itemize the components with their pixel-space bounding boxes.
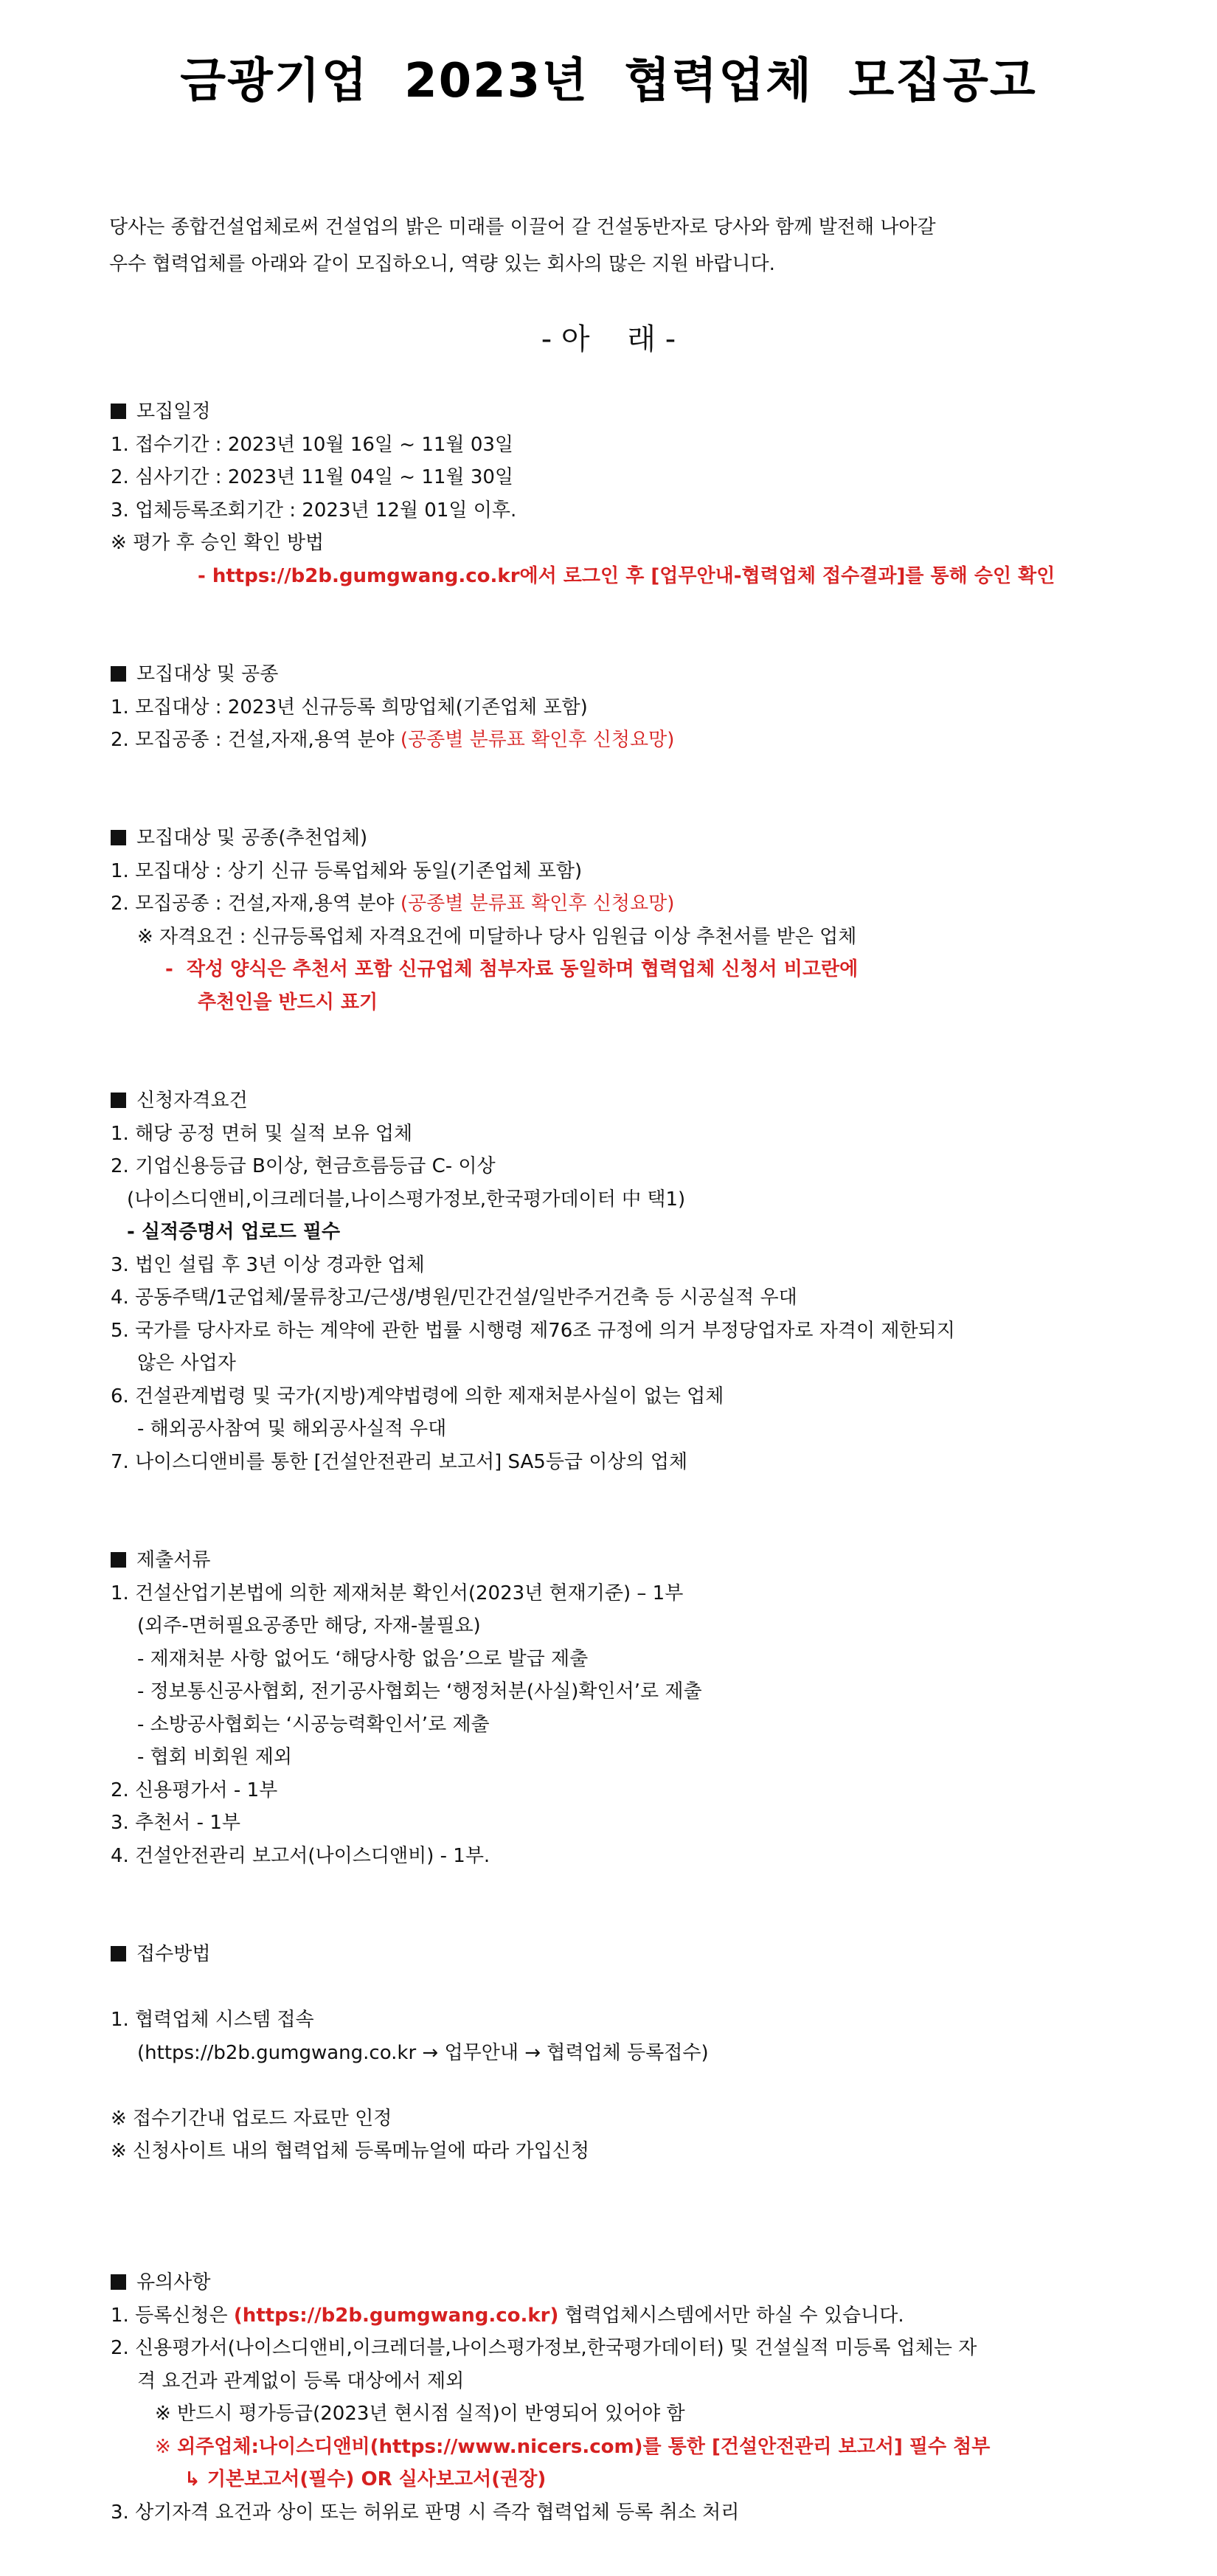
list-item: ※ 자격요건 : 신규등록업체 자격요건에 미달하나 당사 임원급 이상 추천서를 받은 업체 xyxy=(137,925,857,948)
list-item: 3. 추천서 - 1부 xyxy=(111,1812,240,1834)
section-heading xyxy=(111,1938,1099,1971)
ahrae-divider: - 아 래 - xyxy=(541,322,676,356)
list-item: 격 요건과 관계없이 등록 대상에서 제외 xyxy=(137,2369,465,2392)
list-item-text: 2. 모집공종 : 건설,자재,용역 분야 xyxy=(111,729,401,751)
red-highlight: (공종별 분류표 확인후 신청요망) xyxy=(400,729,675,751)
section-qualification xyxy=(111,1084,1099,1478)
square-bullet-icon xyxy=(111,1552,126,1568)
red-note: 추천인을 반드시 표기 xyxy=(198,991,378,1014)
list-item: - 실적증명서 업로드 필수 xyxy=(127,1221,341,1243)
section-notice xyxy=(111,2266,1099,2529)
list-item: 3. 업체등록조회기간 : 2023년 12월 01일 이후. xyxy=(111,499,517,522)
section-target xyxy=(111,658,1099,757)
list-item: 4. 건설안전관리 보고서(나이스디앤비) - 1부. xyxy=(111,1844,490,1867)
list-item: 1. 모집대상 : 상기 신규 등록업체와 동일(기존업체 포함) xyxy=(111,859,583,882)
square-bullet-icon xyxy=(111,1093,126,1108)
list-item xyxy=(111,2431,1099,2464)
list-item: 1. 건설산업기본법에 의한 제재처분 확인서(2023년 현재기준) – 1부 xyxy=(111,1582,684,1604)
section-documents xyxy=(111,1544,1099,1872)
intro-paragraph xyxy=(109,209,1090,283)
square-bullet-icon xyxy=(111,2274,126,2290)
square-bullet-icon xyxy=(111,666,126,682)
section-heading xyxy=(111,1544,1099,1577)
red-note: 외주업체:나이스디앤비(https://www.nicers.com)를 통한 [건설안전관리 보고서] 필수 첨부 xyxy=(177,2435,991,2458)
list-item: 6. 건설관계법령 및 국가(지방)계약법령에 의한 제재처분사실이 없는 업체 xyxy=(111,1385,724,1408)
list-item: 5. 국가를 당사자로 하는 계약에 관한 법률 시행령 제76조 규정에 의거 부정당업자로 자격이 제한되지 xyxy=(111,1319,955,1342)
list-item: 1. 모집대상 : 2023년 신규등록 희망업체(기존업체 포함) xyxy=(111,696,588,719)
section-heading-label: 제출서류 xyxy=(136,1549,211,1571)
list-item: - 제재처분 사항 없어도 ‘해당사항 없음’으로 발급 제출 xyxy=(137,1647,589,1670)
list-item: 3. 법인 설립 후 3년 이상 경과한 업체 xyxy=(111,1253,425,1276)
reference-mark: ※ xyxy=(155,2435,178,2458)
list-item: 않은 사업자 xyxy=(137,1352,236,1374)
section-heading-label: 신청자격요건 xyxy=(136,1090,248,1112)
list-item: - 협회 비회원 제외 xyxy=(137,1746,292,1768)
section-recommend xyxy=(111,822,1099,1019)
square-bullet-icon xyxy=(111,404,126,419)
intro-line: 우수 협력업체를 아래와 같이 모집하오니, 역량 있는 회사의 많은 지원 바랍니다. xyxy=(109,253,775,275)
intro-line: 당사는 종합건설업체로써 건설업의 밝은 미래를 이끌어 갈 건설동반자로 당사와 함께 발전해 나아갈 xyxy=(109,216,936,238)
page-title: 금광기업 2023년 협력업체 모집공고 xyxy=(180,54,1037,108)
red-note: - 작성 양식은 추천서 포함 신규업체 첨부자료 동일하며 협력업체 신청서 비고란에 xyxy=(165,958,859,980)
section-heading xyxy=(111,658,1099,691)
list-item: 1. 해당 공정 면허 및 실적 보유 업체 xyxy=(111,1122,413,1145)
list-item-text: 2. 모집공종 : 건설,자재,용역 분야 xyxy=(111,893,401,915)
list-item: - 해외공사참여 및 해외공사실적 우대 xyxy=(137,1418,447,1440)
list-item: - 소방공사협회는 ‘시공능력확인서’로 제출 xyxy=(137,1713,490,1736)
list-item: 2. 기업신용등급 B이상, 현금흐름등급 C- 이상 xyxy=(111,1155,496,1177)
list-item: ※ 반드시 평가등급(2023년 현시점 실적)이 반영되어 있어야 함 xyxy=(155,2403,685,2425)
section-schedule xyxy=(111,395,1099,592)
section-heading-label: 유의사항 xyxy=(136,2271,211,2293)
approval-note: - https://b2b.gumgwang.co.kr에서 로그인 후 [업무안내-협력업체 접수결과]를 통해 승인 확인 xyxy=(198,564,1055,587)
list-item: ※ 신청사이트 내의 협력업체 등록메뉴얼에 따라 가입신청 xyxy=(111,2140,590,2162)
red-highlight: (공종별 분류표 확인후 신청요망) xyxy=(400,893,675,915)
section-heading xyxy=(111,395,1099,429)
section-method xyxy=(111,1938,1099,2168)
list-item: (나이스디앤비,이크레더블,나이스평가정보,한국평가데이터 中 택1) xyxy=(127,1188,686,1211)
square-bullet-icon xyxy=(111,830,126,845)
section-heading xyxy=(111,2266,1099,2299)
list-item-text: 1. 등록신청은 xyxy=(111,2304,234,2327)
section-heading-label: 모집대상 및 공종(추천업체) xyxy=(136,827,368,849)
list-item xyxy=(111,2299,1099,2333)
list-item: (https://b2b.gumgwang.co.kr → 업무안내 → 협력업체 등록접수) xyxy=(137,2041,709,2064)
list-item xyxy=(111,724,1099,757)
registration-url: (https://b2b.gumgwang.co.kr) xyxy=(233,2304,559,2327)
list-item: 4. 공동주택/1군업체/물류창고/근생/병원/민간건설/일반주거건축 등 시공실적 우대 xyxy=(111,1287,797,1309)
square-bullet-icon xyxy=(111,1946,126,1962)
list-item: - 정보통신공사협회, 전기공사협회는 ‘행정처분(사실)확인서’로 제출 xyxy=(137,1680,702,1703)
red-note: ↳ 기본보고서(필수) OR 실사보고서(권장) xyxy=(184,2468,547,2490)
list-item: 1. 협력업체 시스템 접속 xyxy=(111,2009,314,2031)
list-item: 2. 심사기간 : 2023년 11월 04일 ~ 11월 30일 xyxy=(111,466,514,488)
list-item: ※ 접수기간내 업로드 자료만 인정 xyxy=(111,2107,392,2130)
list-item: 3. 상기자격 요건과 상이 또는 허위로 판명 시 즉각 협력업체 등록 취소 처리 xyxy=(111,2501,740,2524)
list-item: (외주-면허필요공종만 해당, 자재-불필요) xyxy=(137,1615,481,1637)
list-item: 7. 나이스디앤비를 통한 [건설안전관리 보고서] SA5등급 이상의 업체 xyxy=(111,1450,688,1473)
section-heading xyxy=(111,1084,1099,1118)
list-item-text: 협력업체시스템에서만 하실 수 있습니다. xyxy=(558,2304,904,2327)
list-item: 2. 신용평가서 - 1부 xyxy=(111,1779,278,1801)
section-heading-label: 모집대상 및 공종 xyxy=(136,663,279,685)
section-heading-label: 모집일정 xyxy=(136,401,211,423)
section-heading xyxy=(111,822,1099,855)
list-item xyxy=(111,887,1099,921)
list-item: ※ 평가 후 승인 확인 방법 xyxy=(111,532,325,554)
list-item: 2. 신용평가서(나이스디앤비,이크레더블,나이스평가정보,한국평가데이터) 및 건설실적 미등록 업체는 자 xyxy=(111,2337,977,2359)
list-item: 1. 접수기간 : 2023년 10월 16일 ~ 11월 03일 xyxy=(111,433,514,456)
section-heading-label: 접수방법 xyxy=(136,1943,211,1965)
